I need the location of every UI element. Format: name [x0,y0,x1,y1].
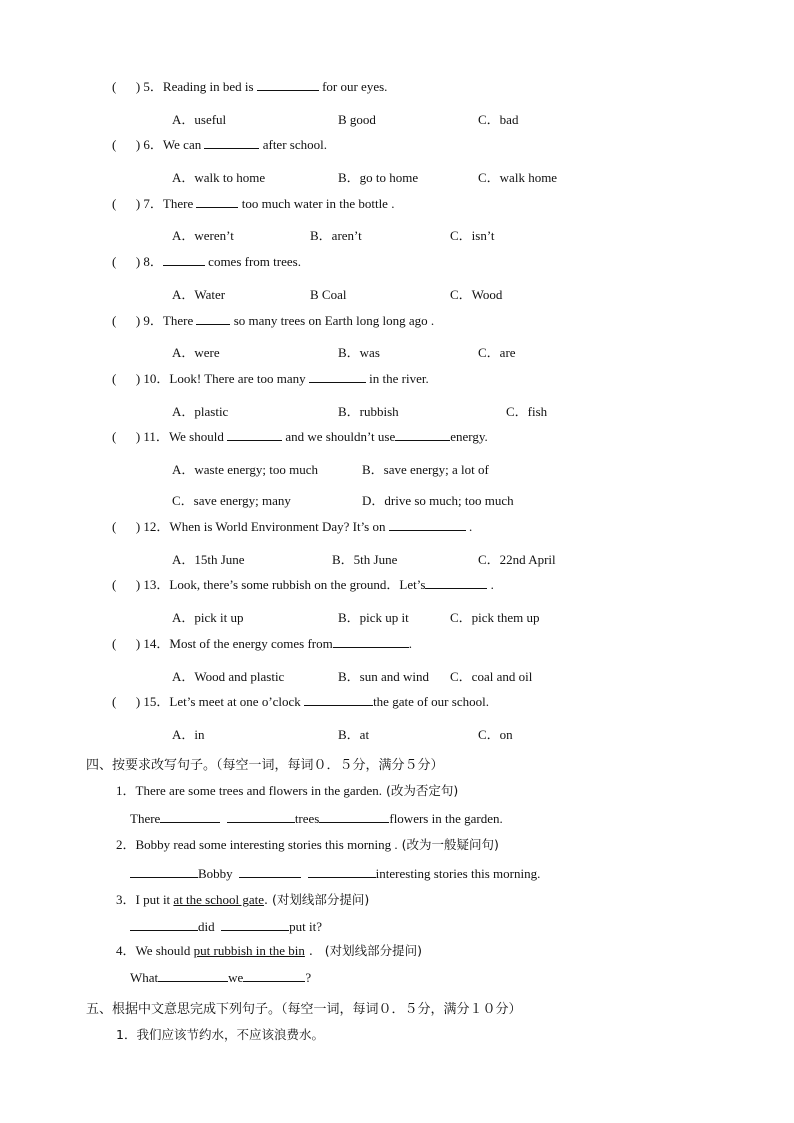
option-b[interactable]: B．sun and wind [338,669,430,684]
question-text: comes from trees. [204,254,301,269]
question-10 [112,370,429,387]
answer-blank[interactable] [130,918,198,931]
answer-blank[interactable] [160,810,220,823]
section-5-title: 五、根据中文意思完成下列句子。（每空一词，每词０．５分，满分１０分） [86,1002,522,1017]
question-text: Let’s meet at one o’clock [169,694,305,709]
option-c[interactable]: C．pick them up [450,610,540,625]
answer-text: did [198,919,222,934]
question-text: Most of the energy comes from [169,636,333,651]
question-text: in the river. [365,371,429,386]
option-a[interactable]: A．were [172,345,220,360]
option-b[interactable]: B．at [338,727,370,742]
option-b[interactable]: B good [338,112,376,127]
question-text: Look! There are too many [169,371,309,386]
answer-blank[interactable] [204,136,259,149]
rewrite-answer-2 [130,865,540,882]
option-c[interactable]: C．isn’t [450,228,495,243]
option-c[interactable]: C．Wood [450,287,503,302]
question-text: . [465,519,473,534]
answer-text: trees [294,811,320,826]
question-number: ( ) 14． [112,636,170,651]
option-b[interactable]: B．rubbish [338,404,399,419]
question-text: 3．I put it [116,892,174,907]
translation-item-1: 1．我们应该节约水，不应该浪费水。 [116,1027,324,1042]
answer-blank[interactable] [239,865,301,878]
question-number: ( ) 7． [112,196,163,211]
answer-blank[interactable] [257,78,319,91]
answer-text: we [228,970,244,985]
question-text: There [162,196,197,211]
question-text: . [487,577,494,592]
question-text: When is World Environment Day? It’s on [169,519,389,534]
rewrite-question-3 [116,892,369,908]
answer-blank[interactable] [308,865,376,878]
question-text: . [408,636,412,651]
question-text: We should [168,429,228,444]
rewrite-question-4 [116,943,422,959]
answer-text: interesting stories this morning. [375,866,541,881]
question-15 [112,693,489,710]
question-number: ( ) 12． [112,519,170,534]
instruction-note: (改为否定句) [382,783,459,798]
rewrite-answer-3 [130,918,322,935]
option-a[interactable]: A．Wood and plastic [172,669,285,684]
underlined-phrase: put rubbish in the bin [193,943,305,958]
question-number: ( ) 11． [112,429,169,444]
option-b[interactable]: B．go to home [338,170,419,185]
answer-blank[interactable] [389,518,466,531]
question-number: ( ) 5． [112,79,163,94]
question-text: We can [162,137,205,152]
question-number: ( ) 15． [112,694,170,709]
answer-blank[interactable] [333,635,409,648]
question-text: There [162,313,197,328]
rewrite-question-1 [116,783,458,799]
option-b[interactable]: B．pick up it [338,610,409,625]
question-7 [112,195,394,212]
option-a[interactable]: A．waste energy; too much [172,462,318,477]
option-a[interactable]: A．in [172,727,205,742]
question-12 [112,518,472,535]
option-b[interactable]: B．5th June [332,552,398,567]
option-a[interactable]: A．pick it up [172,610,244,625]
question-text: Reading in bed is [162,79,257,94]
option-c[interactable]: C．save energy; many [172,493,291,508]
section-4-title: 四、按要求改写句子。（每空一词，每词０．５分，满分５分） [86,758,444,773]
answer-blank[interactable] [425,576,487,589]
question-text: and we shouldn’t use [282,429,396,444]
instruction-note: (改为一般疑问句) [397,837,499,852]
underlined-phrase: at the school gate [173,892,265,907]
option-b[interactable]: B．save energy; a lot of [362,462,489,477]
option-a[interactable]: A．15th June [172,552,245,567]
option-c[interactable]: C．on [478,727,513,742]
question-9 [112,312,434,329]
option-c[interactable]: C．are [478,345,516,360]
option-c[interactable]: C．walk home [478,170,558,185]
answer-blank[interactable] [130,865,198,878]
option-c[interactable]: C．22nd April [478,552,556,567]
answer-text: What [130,970,159,985]
question-13 [112,576,494,593]
answer-blank[interactable] [227,428,282,441]
answer-blank[interactable] [243,969,305,982]
answer-text: flowers in the garden. [389,811,503,826]
question-number: ( ) 13． [112,577,170,592]
rewrite-question-2 [116,837,499,853]
option-b[interactable]: B Coal [310,287,347,302]
question-number: ( ) 8． [112,254,163,269]
option-a[interactable]: A．plastic [172,404,229,419]
question-number: ( ) 6． [112,137,163,152]
option-a[interactable]: A．Water [172,287,226,302]
question-number: ( ) 10． [112,371,170,386]
answer-text: Bobby [198,866,240,881]
question-number: ( ) 9． [112,313,163,328]
question-text: 2．Bobby read some interesting stories this morning . [116,837,398,852]
answer-blank[interactable] [196,312,230,325]
answer-blank[interactable] [221,918,289,931]
question-text: the gate of our school. [373,694,489,709]
question-text: too much water in the bottle . [238,196,395,211]
option-d[interactable]: D．drive so much; too much [362,493,514,508]
answer-blank[interactable] [196,195,238,208]
option-c[interactable]: C．bad [478,112,519,127]
option-b[interactable]: B．was [338,345,380,360]
answer-blank[interactable] [304,693,373,706]
question-text: 1．There are some trees and flowers in the garden. [116,783,383,798]
instruction-note: . (对划线部分提问) [304,943,423,958]
option-a[interactable]: A．weren’t [172,228,234,243]
question-text: energy. [450,429,488,444]
option-c[interactable]: C．coal and oil [450,669,533,684]
question-8 [112,253,301,270]
question-text: for our eyes. [318,79,388,94]
answer-text: There [130,811,161,826]
option-c[interactable]: C．fish [506,404,548,419]
rewrite-answer-1 [130,810,503,827]
answer-text: ? [305,970,312,985]
question-text: Look, there’s some rubbish on the ground．Let’s [169,577,426,592]
question-text: 4．We should [116,943,194,958]
question-6 [112,136,327,153]
question-14 [112,635,412,652]
question-11 [112,428,488,445]
rewrite-answer-4 [130,969,311,986]
answer-blank[interactable] [395,428,450,441]
question-text: after school. [259,137,327,152]
answer-blank[interactable] [309,370,366,383]
question-text: so many trees on Earth long long ago . [230,313,435,328]
answer-blank[interactable] [158,969,228,982]
answer-text: put it? [289,919,322,934]
option-b[interactable]: B．aren’t [310,228,362,243]
answer-blank[interactable] [227,810,295,823]
option-a[interactable]: A．walk to home [172,170,266,185]
answer-blank[interactable] [319,810,389,823]
answer-blank[interactable] [163,253,205,266]
question-5 [112,78,387,95]
instruction-note: . (对划线部分提问) [264,892,370,907]
option-a[interactable]: A．useful [172,112,227,127]
